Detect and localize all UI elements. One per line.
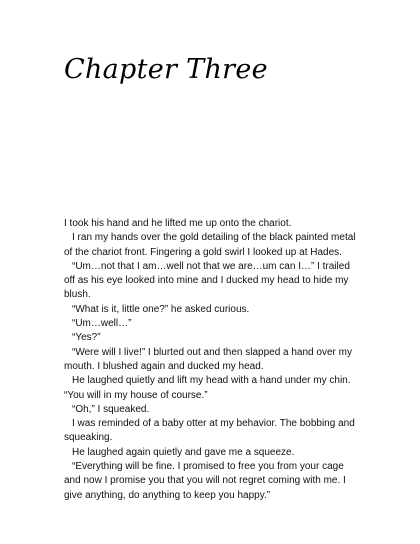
paragraph: He laughed quietly and lift my head with a hand under my chin. “You will in my house of course.” xyxy=(64,375,351,401)
paragraph: I ran my hands over the gold detailing of the black painted metal of the chariot front. Fingering a gold swirl I looked up at Hades. xyxy=(64,232,356,258)
paragraph: “Were will I live!” I blurted out and then slapped a hand over my mouth. I blushed again and ducked my head. xyxy=(64,346,352,372)
paragraph: I was reminded of a baby otter at my behavior. The bobbing and squeaking. xyxy=(64,418,355,444)
paragraph: I took his hand and he lifted me up onto the chariot. xyxy=(64,218,292,229)
paragraph: He laughed again quietly and gave me a squeeze. xyxy=(72,446,295,458)
paragraph: “Um…not that I am…well not that we are…um can I…” I trailed off as his eye looked into mine and I ducked my head to hide my blush. xyxy=(64,260,350,301)
chapter-body xyxy=(64,217,362,503)
paragraph: “Um…well…” xyxy=(72,318,132,330)
paragraph: “Everything will be fine. I promised to free you from your cage and now I promise you that you will not regret coming with me. I give anything, do anything to keep you happy.” xyxy=(64,461,346,501)
paragraph: “Oh,” I squeaked. xyxy=(72,403,150,415)
chapter-title: Chapter Three xyxy=(64,54,268,85)
paragraph: “What is it, little one?” he asked curious. xyxy=(72,303,250,315)
paragraph: “Yes?” xyxy=(72,332,101,344)
